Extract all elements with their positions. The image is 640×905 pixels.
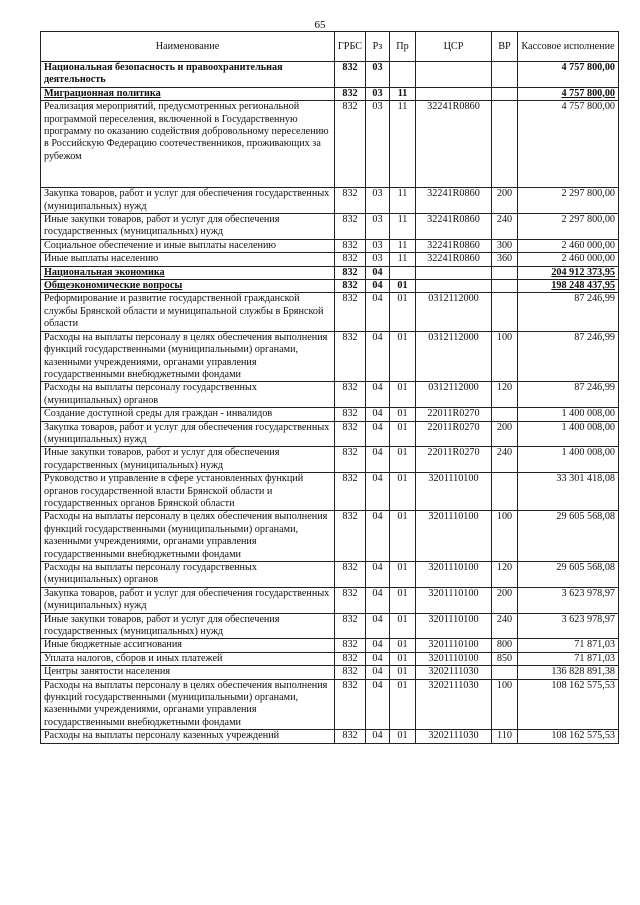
cell-csr: 32241R0860 <box>416 214 492 240</box>
cell-name: Закупка товаров, работ и услуг для обеспечения государственных (муниципальных) нужд <box>41 188 335 214</box>
cell-csr: 32241R0860 <box>416 253 492 266</box>
table-row <box>41 101 619 188</box>
cell-rz: 04 <box>366 382 390 408</box>
cell-vr: 120 <box>492 562 518 588</box>
cell-grbs: 832 <box>335 666 366 679</box>
header-amount: Кассовое исполнение <box>518 32 619 62</box>
cell-name: Общеэкономические вопросы <box>41 280 335 293</box>
cell-vr <box>492 293 518 331</box>
cell-vr: 200 <box>492 421 518 447</box>
cell-pr <box>390 266 416 279</box>
cell-pr: 01 <box>390 331 416 382</box>
cell-vr <box>492 666 518 679</box>
cell-pr: 11 <box>390 87 416 100</box>
cell-name: Национальная безопасность и правоохранительная деятельность <box>41 62 335 88</box>
cell-name: Расходы на выплаты персоналу в целях обеспечения выполнения функций государственными (муниципальными) органами, казенными учреждениями, органами управления государственными внебюджетными фондами <box>41 511 335 562</box>
table-row <box>41 331 619 382</box>
cell-amount: 87 246,99 <box>518 293 619 331</box>
cell-name: Расходы на выплаты персоналу государственных (муниципальных) органов <box>41 382 335 408</box>
cell-pr: 01 <box>390 639 416 652</box>
cell-vr: 200 <box>492 587 518 613</box>
cell-rz: 04 <box>366 652 390 665</box>
cell-amount: 3 623 978,97 <box>518 587 619 613</box>
table-row <box>41 679 619 730</box>
cell-vr: 850 <box>492 652 518 665</box>
table-row <box>41 666 619 679</box>
cell-rz: 03 <box>366 253 390 266</box>
cell-vr: 100 <box>492 331 518 382</box>
cell-rz: 04 <box>366 666 390 679</box>
cell-rz: 04 <box>366 331 390 382</box>
cell-grbs: 832 <box>335 293 366 331</box>
table-row <box>41 408 619 421</box>
cell-csr: 0312112000 <box>416 293 492 331</box>
cell-amount: 1 400 008,00 <box>518 447 619 473</box>
table-row <box>41 639 619 652</box>
cell-csr: 22011R0270 <box>416 408 492 421</box>
cell-rz: 04 <box>366 639 390 652</box>
cell-amount: 1 400 008,00 <box>518 421 619 447</box>
cell-amount: 4 757 800,00 <box>518 87 619 100</box>
cell-rz: 04 <box>366 421 390 447</box>
cell-grbs: 832 <box>335 280 366 293</box>
cell-grbs: 832 <box>335 613 366 639</box>
cell-amount: 33 301 418,08 <box>518 473 619 511</box>
cell-vr: 100 <box>492 511 518 562</box>
cell-grbs: 832 <box>335 408 366 421</box>
cell-grbs: 832 <box>335 266 366 279</box>
cell-vr <box>492 266 518 279</box>
cell-vr <box>492 87 518 100</box>
cell-amount: 2 297 800,00 <box>518 214 619 240</box>
cell-vr <box>492 473 518 511</box>
cell-csr: 32241R0860 <box>416 239 492 252</box>
cell-grbs: 832 <box>335 62 366 88</box>
cell-rz: 03 <box>366 62 390 88</box>
cell-pr: 01 <box>390 587 416 613</box>
cell-grbs: 832 <box>335 331 366 382</box>
table-row <box>41 587 619 613</box>
cell-vr <box>492 280 518 293</box>
cell-pr: 01 <box>390 652 416 665</box>
cell-vr: 100 <box>492 679 518 730</box>
cell-rz: 04 <box>366 730 390 743</box>
cell-name: Уплата налогов, сборов и иных платежей <box>41 652 335 665</box>
cell-csr: 3201110100 <box>416 562 492 588</box>
cell-rz: 04 <box>366 613 390 639</box>
cell-vr: 240 <box>492 214 518 240</box>
header-csr: ЦСР <box>416 32 492 62</box>
cell-grbs: 832 <box>335 253 366 266</box>
cell-pr: 01 <box>390 666 416 679</box>
table-row <box>41 62 619 88</box>
cell-pr: 01 <box>390 382 416 408</box>
cell-amount: 198 248 437,95 <box>518 280 619 293</box>
cell-csr: 3202111030 <box>416 679 492 730</box>
cell-rz: 04 <box>366 280 390 293</box>
cell-name: Расходы на выплаты персоналу в целях обеспечения выполнения функций государственными (муниципальными) органами, казенными учреждениями, органами управления государственными внебюджетными фондами <box>41 679 335 730</box>
cell-csr: 0312112000 <box>416 331 492 382</box>
cell-name: Центры занятости населения <box>41 666 335 679</box>
table-row <box>41 473 619 511</box>
cell-pr: 01 <box>390 421 416 447</box>
cell-amount: 108 162 575,53 <box>518 730 619 743</box>
cell-amount: 87 246,99 <box>518 331 619 382</box>
cell-grbs: 832 <box>335 382 366 408</box>
cell-csr: 3201110100 <box>416 511 492 562</box>
cell-amount: 4 757 800,00 <box>518 101 619 188</box>
table-row <box>41 511 619 562</box>
cell-grbs: 832 <box>335 239 366 252</box>
cell-amount: 2 460 000,00 <box>518 253 619 266</box>
cell-csr: 0312112000 <box>416 382 492 408</box>
cell-csr: 22011R0270 <box>416 447 492 473</box>
cell-name: Иные выплаты населению <box>41 253 335 266</box>
cell-csr <box>416 280 492 293</box>
cell-grbs: 832 <box>335 421 366 447</box>
cell-vr <box>492 408 518 421</box>
cell-amount: 29 605 568,08 <box>518 562 619 588</box>
cell-csr: 3201110100 <box>416 639 492 652</box>
cell-name: Миграционная политика <box>41 87 335 100</box>
cell-grbs: 832 <box>335 447 366 473</box>
cell-vr: 360 <box>492 253 518 266</box>
cell-csr: 3201110100 <box>416 587 492 613</box>
table-row <box>41 293 619 331</box>
cell-name: Национальная экономика <box>41 266 335 279</box>
cell-name: Закупка товаров, работ и услуг для обеспечения государственных (муниципальных) нужд <box>41 587 335 613</box>
cell-grbs: 832 <box>335 188 366 214</box>
table-header-row <box>41 32 619 62</box>
table-row <box>41 214 619 240</box>
cell-name: Иные закупки товаров, работ и услуг для обеспечения государственных (муниципальных) нужд <box>41 613 335 639</box>
table-row <box>41 87 619 100</box>
table-row <box>41 421 619 447</box>
cell-amount: 108 162 575,53 <box>518 679 619 730</box>
table-row <box>41 447 619 473</box>
table-row <box>41 253 619 266</box>
cell-csr <box>416 87 492 100</box>
cell-rz: 03 <box>366 188 390 214</box>
cell-grbs: 832 <box>335 679 366 730</box>
cell-grbs: 832 <box>335 101 366 188</box>
cell-pr: 01 <box>390 473 416 511</box>
table-row <box>41 730 619 743</box>
cell-pr: 01 <box>390 613 416 639</box>
cell-amount: 71 871,03 <box>518 652 619 665</box>
cell-rz: 04 <box>366 293 390 331</box>
cell-rz: 04 <box>366 266 390 279</box>
table-body <box>41 62 619 744</box>
cell-vr <box>492 101 518 188</box>
cell-vr <box>492 62 518 88</box>
cell-amount: 2 297 800,00 <box>518 188 619 214</box>
table-row <box>41 613 619 639</box>
budget-table <box>40 31 619 744</box>
cell-amount: 71 871,03 <box>518 639 619 652</box>
cell-pr: 01 <box>390 511 416 562</box>
cell-grbs: 832 <box>335 473 366 511</box>
cell-rz: 04 <box>366 473 390 511</box>
cell-rz: 04 <box>366 447 390 473</box>
cell-name: Руководство и управление в сфере установленных функций органов государственной власти Брянской области и государственных органов Брянской области <box>41 473 335 511</box>
cell-pr: 01 <box>390 447 416 473</box>
cell-csr: 32241R0860 <box>416 101 492 188</box>
cell-pr: 11 <box>390 253 416 266</box>
cell-csr <box>416 266 492 279</box>
cell-rz: 04 <box>366 587 390 613</box>
cell-amount: 2 460 000,00 <box>518 239 619 252</box>
cell-name: Иные закупки товаров, работ и услуг для обеспечения государственных (муниципальных) нужд <box>41 447 335 473</box>
cell-vr: 240 <box>492 613 518 639</box>
cell-vr: 240 <box>492 447 518 473</box>
cell-amount: 136 828 891,38 <box>518 666 619 679</box>
cell-grbs: 832 <box>335 639 366 652</box>
cell-name: Иные бюджетные ассигнования <box>41 639 335 652</box>
cell-amount: 1 400 008,00 <box>518 408 619 421</box>
cell-pr: 01 <box>390 730 416 743</box>
header-name: Наименование <box>41 32 335 62</box>
cell-pr: 11 <box>390 188 416 214</box>
cell-vr: 120 <box>492 382 518 408</box>
table-row <box>41 188 619 214</box>
cell-csr: 3202111030 <box>416 666 492 679</box>
cell-name: Создание доступной среды для граждан - инвалидов <box>41 408 335 421</box>
cell-csr: 32241R0860 <box>416 188 492 214</box>
cell-csr: 3202111030 <box>416 730 492 743</box>
page-number: 65 <box>314 19 326 31</box>
cell-rz: 04 <box>366 511 390 562</box>
cell-pr: 11 <box>390 101 416 188</box>
header-vr: ВР <box>492 32 518 62</box>
cell-amount: 87 246,99 <box>518 382 619 408</box>
table-row <box>41 562 619 588</box>
cell-pr: 01 <box>390 408 416 421</box>
cell-csr: 22011R0270 <box>416 421 492 447</box>
cell-csr <box>416 62 492 88</box>
cell-name: Социальное обеспечение и иные выплаты населению <box>41 239 335 252</box>
cell-rz: 04 <box>366 408 390 421</box>
cell-grbs: 832 <box>335 511 366 562</box>
cell-grbs: 832 <box>335 214 366 240</box>
cell-pr: 01 <box>390 679 416 730</box>
header-rz: Рз <box>366 32 390 62</box>
cell-amount: 3 623 978,97 <box>518 613 619 639</box>
cell-grbs: 832 <box>335 587 366 613</box>
cell-name: Расходы на выплаты персоналу государственных (муниципальных) органов <box>41 562 335 588</box>
cell-name: Иные закупки товаров, работ и услуг для обеспечения государственных (муниципальных) нужд <box>41 214 335 240</box>
table-row <box>41 280 619 293</box>
cell-vr: 800 <box>492 639 518 652</box>
cell-rz: 03 <box>366 101 390 188</box>
cell-rz: 04 <box>366 679 390 730</box>
cell-name: Расходы на выплаты персоналу в целях обеспечения выполнения функций государственными (муниципальными) органами, казенными учреждениями, органами управления государственными внебюджетными фондами <box>41 331 335 382</box>
cell-name: Расходы на выплаты персоналу казенных учреждений <box>41 730 335 743</box>
table-row <box>41 239 619 252</box>
cell-name: Реализация мероприятий, предусмотренных региональной программой переселения, включенной в Государственную программу по оказанию содействия добровольному переселению в Российскую Федерацию соотечественников, проживающих за рубежом <box>41 101 335 188</box>
cell-pr: 01 <box>390 280 416 293</box>
cell-csr: 3201110100 <box>416 652 492 665</box>
cell-amount: 4 757 800,00 <box>518 62 619 88</box>
cell-grbs: 832 <box>335 652 366 665</box>
cell-vr: 110 <box>492 730 518 743</box>
cell-vr: 300 <box>492 239 518 252</box>
cell-pr: 11 <box>390 239 416 252</box>
cell-pr: 01 <box>390 293 416 331</box>
table-row <box>41 652 619 665</box>
header-grbs: ГРБС <box>335 32 366 62</box>
cell-pr: 11 <box>390 214 416 240</box>
table-row <box>41 266 619 279</box>
cell-amount: 204 912 373,95 <box>518 266 619 279</box>
cell-grbs: 832 <box>335 562 366 588</box>
cell-pr: 01 <box>390 562 416 588</box>
cell-grbs: 832 <box>335 87 366 100</box>
cell-amount: 29 605 568,08 <box>518 511 619 562</box>
cell-name: Закупка товаров, работ и услуг для обеспечения государственных (муниципальных) нужд <box>41 421 335 447</box>
cell-csr: 3201110100 <box>416 473 492 511</box>
cell-rz: 03 <box>366 87 390 100</box>
header-pr: Пр <box>390 32 416 62</box>
cell-csr: 3201110100 <box>416 613 492 639</box>
cell-grbs: 832 <box>335 730 366 743</box>
table-row <box>41 382 619 408</box>
cell-name: Реформирование и развитие государственной гражданской службы Брянской области и муниципальной службы в Брянской области <box>41 293 335 331</box>
cell-rz: 03 <box>366 214 390 240</box>
cell-pr <box>390 62 416 88</box>
cell-vr: 200 <box>492 188 518 214</box>
cell-rz: 03 <box>366 239 390 252</box>
cell-rz: 04 <box>366 562 390 588</box>
